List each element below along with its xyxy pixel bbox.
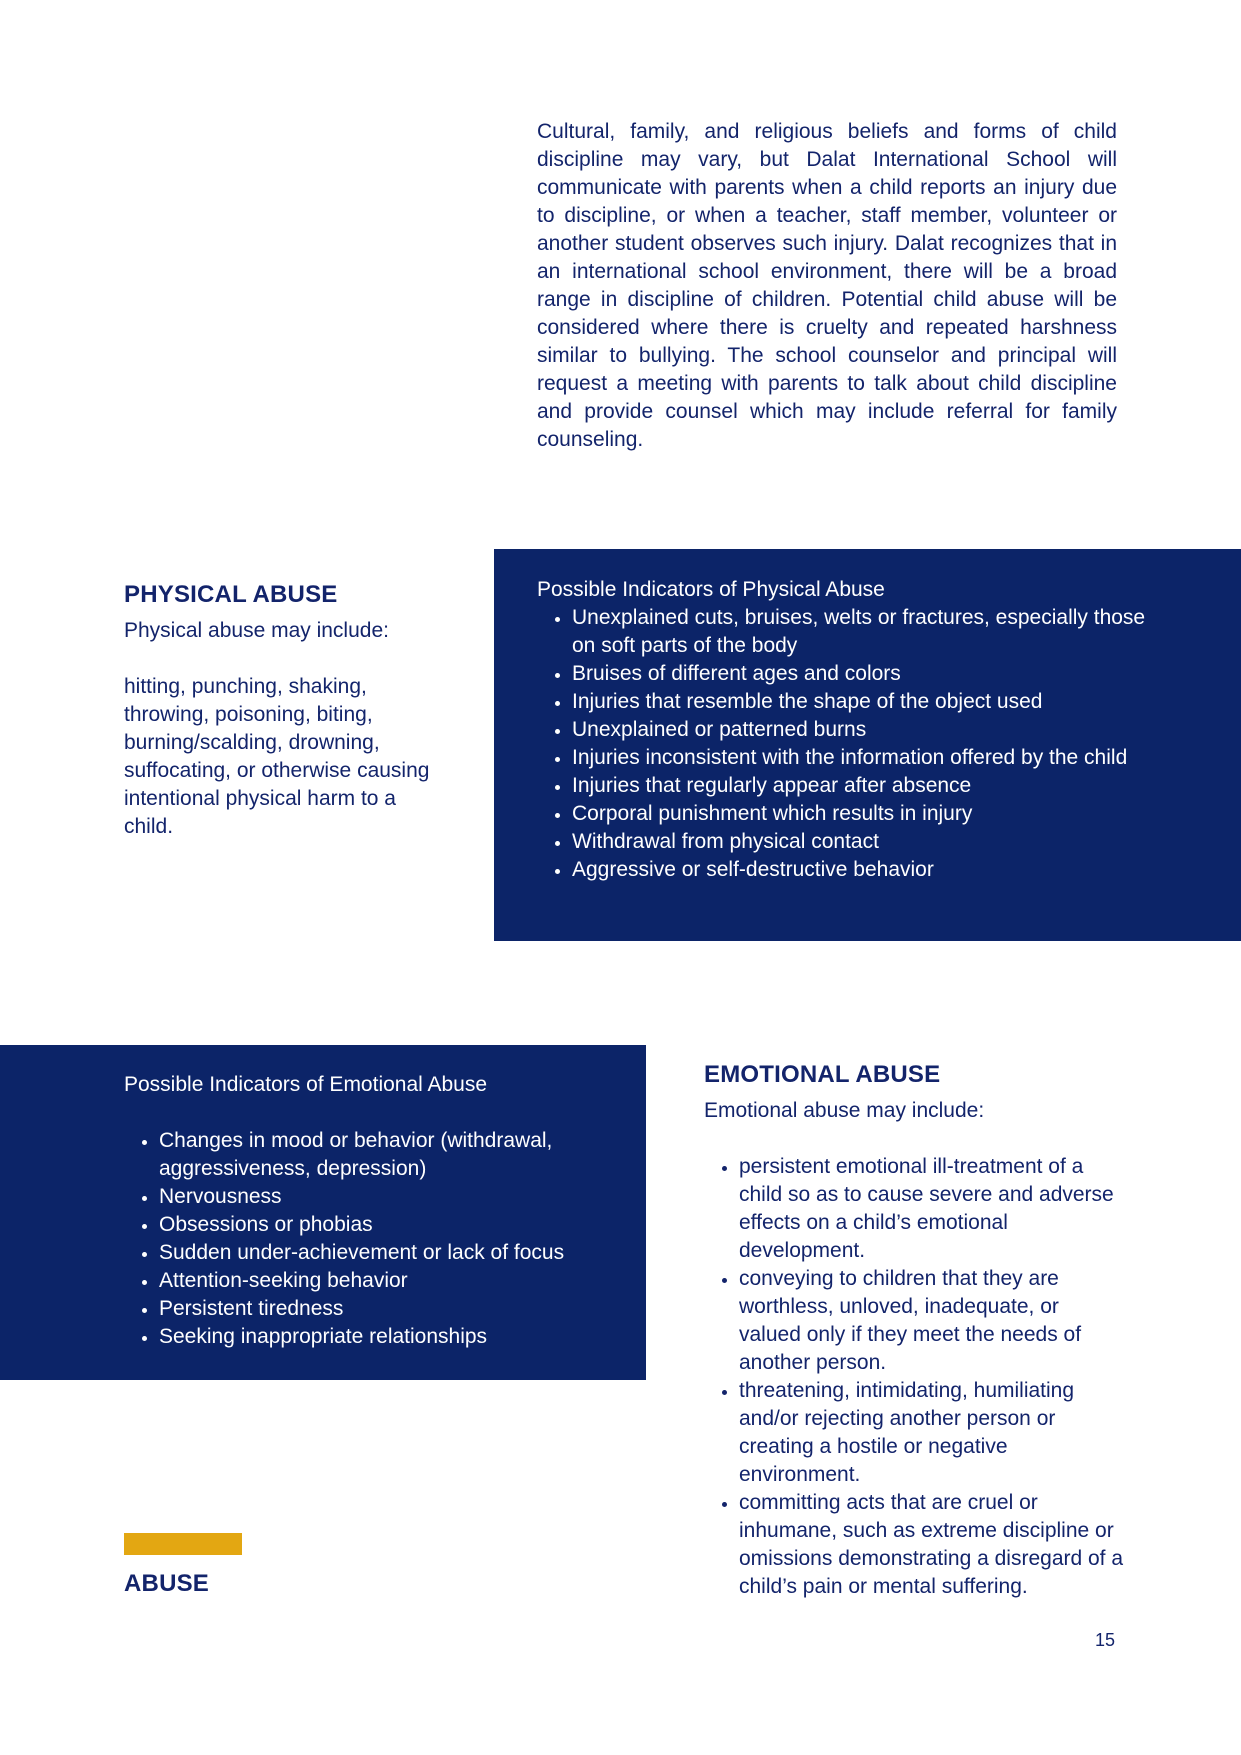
physical-indicators-title: Possible Indicators of Physical Abuse — [537, 578, 885, 601]
list-item: • conveying to children that they are worthless, unloved, inadequate, or valued only if they meet the needs of another person. — [739, 1265, 1124, 1377]
list-item: • persistent emotional ill-treatment of a child so as to cause severe and adverse effects on a child’s emotional development. — [739, 1153, 1124, 1265]
emotional-indicators-list — [124, 1127, 659, 1351]
list-item: • Changes in mood or behavior (withdrawal, aggressiveness, depression) — [159, 1127, 659, 1183]
list-item: • Bruises of different ages and colors — [572, 660, 1162, 688]
accent-bar — [124, 1533, 242, 1555]
list-item: • Injuries that resemble the shape of the object used — [572, 688, 1162, 716]
list-item: • Unexplained or patterned burns — [572, 716, 1162, 744]
list-item: • Injuries inconsistent with the information offered by the child — [572, 744, 1162, 772]
emotional-indicators-box — [0, 1045, 646, 1380]
emotional-indicators-title: Possible Indicators of Emotional Abuse — [124, 1073, 488, 1096]
intro-paragraph: Cultural, family, and religious beliefs and forms of child discipline may vary, but Dalat International School will communicate with parents when a child reports an injury due to discipline, or when a teacher, staff member, volunteer or another student observes such injury. Dalat recognizes that in an international school environment, there will be a broad range in discipline of children. Potential child abuse will be considered where there is cruelty and repeated harshness similar to bullying. The school counselor and principal will request a meeting with parents to talk about child discipline and provide counsel which may include referral for family counseling. — [537, 120, 1117, 451]
list-item: • Nervousness — [159, 1183, 659, 1211]
list-item: • Sudden under-achievement or lack of focus — [159, 1239, 659, 1267]
physical-abuse-subheading: Physical abuse may include: — [124, 619, 389, 642]
list-item: • threatening, intimidating, humiliating and/or rejecting another person or creating a hostile or negative environment. — [739, 1377, 1124, 1489]
physical-indicators-list — [537, 604, 1162, 884]
list-item: • Withdrawal from physical contact — [572, 828, 1162, 856]
section-label: ABUSE — [124, 1570, 210, 1597]
physical-indicators-box — [494, 549, 1241, 941]
physical-abuse-heading: PHYSICAL ABUSE — [124, 581, 338, 608]
emotional-abuse-subheading: Emotional abuse may include: — [704, 1099, 985, 1122]
emotional-abuse-list — [704, 1153, 1124, 1601]
emotional-abuse-heading: EMOTIONAL ABUSE — [704, 1061, 941, 1088]
list-item: • Unexplained cuts, bruises, welts or fractures, especially those on soft parts of the body — [572, 604, 1162, 660]
list-item: • Attention-seeking behavior — [159, 1267, 659, 1295]
list-item: • Aggressive or self-destructive behavior — [572, 856, 1162, 884]
list-item: • Seeking inappropriate relationships — [159, 1323, 659, 1351]
physical-abuse-description: hitting, punching, shaking, throwing, poisoning, biting, burning/scalding, drowning, suffocating, or otherwise causing intentional physical harm to a child. — [124, 675, 430, 838]
list-item: • committing acts that are cruel or inhumane, such as extreme discipline or omissions demonstrating a disregard of a child’s pain or mental suffering. — [739, 1489, 1124, 1601]
list-item: • Corporal punishment which results in injury — [572, 800, 1162, 828]
list-item: • Persistent tiredness — [159, 1295, 659, 1323]
list-item: • Obsessions or phobias — [159, 1211, 659, 1239]
list-item: • Injuries that regularly appear after absence — [572, 772, 1162, 800]
page-number: 15 — [1095, 1630, 1116, 1650]
